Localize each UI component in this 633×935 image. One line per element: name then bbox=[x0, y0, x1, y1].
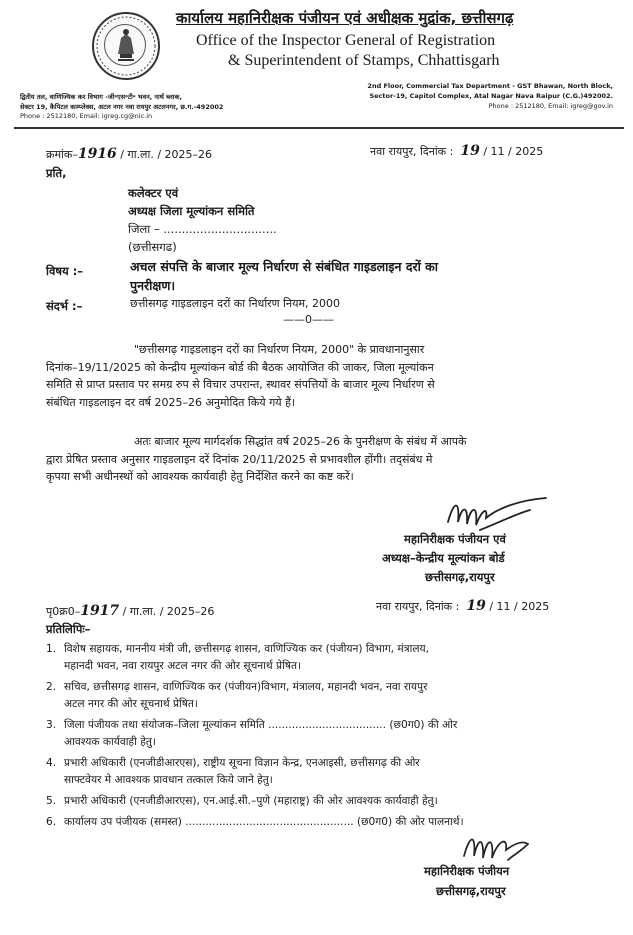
list-item: 3. जिला पंजीयक तथा संयोजक–जिला मूल्यांकन समिति ................................... (छ0ग0) की ओर आवश्यक कार्यवाही हेतु। bbox=[46, 719, 458, 748]
body-paragraph-1 bbox=[46, 341, 582, 411]
header-divider bbox=[14, 127, 624, 129]
signatory-1-line2: अध्यक्ष–केन्द्रीय मूल्यांकन बोर्ड bbox=[382, 551, 505, 565]
paragraph-line: संबंधित गाइडलाइन दर वर्ष 2025–26 अनुमोदित किये गये हैं। bbox=[46, 395, 296, 409]
paragraph-line: "छत्तीसगढ़ गाइडलाइन दरों का निर्धारण नियम, 2000" के प्रावधानानुसार bbox=[134, 343, 425, 356]
list-item: 5. प्रभारी अधिकारी (एनजीडीआरएस), एन.आई.सी.–पुणे (महाराष्ट्र) की ओर आवश्यक कार्यवाही हेतु। bbox=[46, 795, 438, 807]
endorsement-number: पृ0क्र0–1917 / गा.ला. / 2025–26 bbox=[46, 603, 215, 619]
address-left-line2: सेक्टर 19, कैपिटल काम्प्लेक्स, अटल नगर नवा रायपुर अटलनगर, छ.ग.-492002 bbox=[20, 103, 224, 111]
letter-number: क्रमांक–1916 / गा.ला. / 2025–26 bbox=[46, 146, 213, 162]
subject-line2: पुनरीक्षण। bbox=[130, 278, 176, 293]
address-left-line3: Phone : 2512180, Email: igreg.cg@nic.in bbox=[20, 112, 153, 120]
copy-label: प्रतिलिपिः– bbox=[46, 622, 91, 636]
list-item: 2. सचिव, छत्तीसगढ़ शासन, वाणिज्यिक कर (पंजीयन)विभाग, मंत्रालय, महानदी भवन, नवा रायपुर अटल नगर की ओर सूचनार्थ प्रेषित। bbox=[46, 681, 428, 710]
addressee-line3: जिला – ............................... bbox=[128, 222, 277, 236]
addressee-line1: कलेक्टर एवं bbox=[128, 186, 179, 200]
addressee-line2: अध्यक्ष जिला मूल्यांकन समिति bbox=[128, 204, 255, 218]
list-item: 6. कार्यालय उप पंजीयक (समस्त) .................................................. (छ0ग0) की ओर पालनार्थ। bbox=[46, 816, 464, 828]
government-seal bbox=[92, 12, 160, 80]
signatory-2-line1: महानिरीक्षक पंजीयन bbox=[424, 864, 510, 878]
address-right-line1: 2nd Floor, Commercial Tax Department - GST Bhawan, North Block, bbox=[367, 82, 613, 90]
copy-list bbox=[46, 641, 594, 831]
state-emblem-icon bbox=[94, 14, 158, 78]
reference-text: छत्तीसगढ़ गाइडलाइन दरों का निर्धारण नियम, 2000 bbox=[130, 297, 341, 310]
separator: ——0—— bbox=[283, 313, 334, 326]
list-item: 4. प्रभारी अधिकारी (एनजीडीआरएस), राष्ट्रीय सूचना विज्ञान केन्द्र, एनआइसी, छत्तीसगढ़ की ओर साफ्टवेयर मे आवश्यक प्रावधान तत्काल किये जाने हेतु। bbox=[46, 757, 420, 786]
endorsement-date: नवा रायपुर, दिनांक : 19 / 11 / 2025 bbox=[376, 598, 550, 614]
address-right-line2: Sector-19, Capitol Complex, Atal Nagar Nava Raipur (C.G.)492002. bbox=[369, 92, 613, 100]
signatory-2-line2: छत्तीसगढ़,रायपुर bbox=[436, 884, 506, 898]
subject-line1: अचल संपत्ति के बाजार मूल्य निर्धारण से संबंधित गाइडलाइन दरों का bbox=[130, 259, 438, 274]
paragraph-line: अतः बाजार मूल्य मार्गदर्शक सिद्धांत वर्ष 2025–26 के पुनरीक्षण के संबंध में आपके bbox=[134, 435, 467, 448]
reference-label: संदर्भ :– bbox=[46, 299, 83, 313]
office-name-english-line1: Office of the Inspector General of Registration bbox=[196, 32, 496, 49]
signatory-1-line1: महानिरीक्षक पंजीयन एवं bbox=[404, 532, 506, 546]
signatory-1-line3: छत्तीसगढ़,रायपुर bbox=[425, 570, 495, 584]
office-name-english-line2: & Superintendent of Stamps, Chhattisgarh bbox=[228, 52, 500, 69]
list-item: 1. विशेष सहायक, माननीय मंत्री जी, छत्तीसगढ़ शासन, वाणिज्यिक कर (पंजीयन) विभाग, मंत्रालय, महानदी भवन, नवा रायपुर अटल नगर की ओर सूचनार्थ प्रेषित। bbox=[46, 643, 430, 672]
paragraph-line: दिनांक–19/11/2025 को केन्द्रीय मूल्यांकन बोर्ड की बैठक आयोजित की जाकर, जिला मूल्यांकन bbox=[46, 360, 434, 374]
to-label: प्रति, bbox=[46, 166, 67, 180]
address-left-line1: द्वितीय तल, वाणिज्यिक कर विभाग -जी॰एस॰टी॰ भवन, नार्थ ब्लाक, bbox=[20, 93, 182, 101]
paragraph-line: द्वारा प्रेषित प्रस्ताव अनुसार गाइडलाइन दरें दिनांक 20/11/2025 से प्रभावशील होंगी। तद्संबंध मे bbox=[46, 452, 433, 466]
paragraph-line: कृपया सभी अधीनस्थों को आवश्यक कार्यवाही हेतु निर्देशित करने का कष्ट करें। bbox=[46, 470, 354, 483]
addressee-line4: (छत्तीसगढ) bbox=[128, 240, 177, 254]
paragraph-line: समिति से प्राप्त प्रस्ताव पर समग्र रुप से विचार उपरान्त, स्थावर संपत्तियों के बाजार मूल्य निर्धारण से bbox=[46, 378, 435, 391]
office-name-hindi: कार्यालय महानिरीक्षक पंजीयन एवं अधीक्षक मुद्रांक, छत्तीसगढ़ bbox=[176, 9, 514, 27]
address-right-line3: Phone : 2512180, Email: igreg@gov.in bbox=[488, 102, 613, 110]
body-paragraph-2 bbox=[46, 433, 586, 486]
letter-date: नवा रायपुर, दिनांक : 19 / 11 / 2025 bbox=[370, 143, 544, 159]
subject-label: विषय :– bbox=[46, 264, 84, 278]
